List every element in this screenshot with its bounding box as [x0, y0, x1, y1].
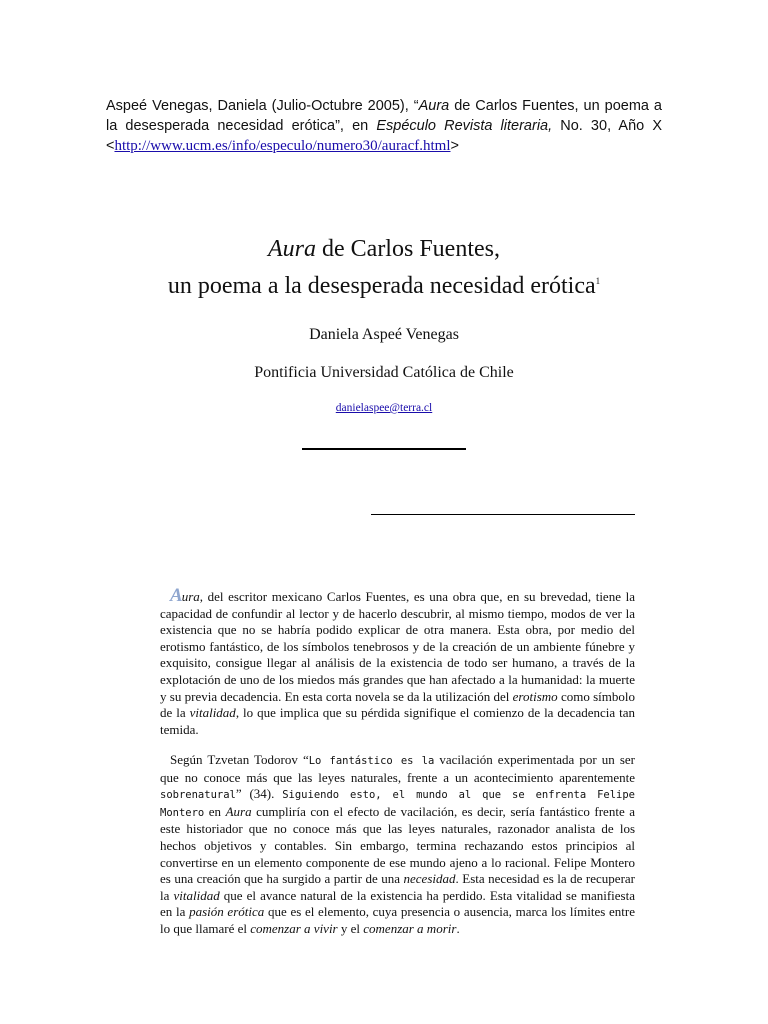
author-email: [0, 402, 768, 414]
body-paragraph-2: [160, 752, 635, 938]
p2-necesidad: necesidad: [403, 871, 456, 887]
drop-cap: A: [170, 585, 182, 606]
title-line-1-rest: de Carlos Fuentes,: [316, 236, 500, 262]
p1-erotismo: erotismo: [512, 688, 558, 704]
p2-text-d: en: [204, 803, 226, 819]
citation-issue: No. 30, Año X <: [106, 118, 662, 154]
citation-url-link[interactable]: http://www.ucm.es/info/especulo/numero30/auracf.html: [114, 138, 451, 154]
p2-text-f: . Esta necesidad es la de recuperar la: [160, 871, 636, 903]
article-title: [0, 233, 768, 302]
title-line-1: [0, 233, 768, 265]
body-paragraph-1: [160, 585, 636, 738]
p2-text-e: cumpliría con el efecto de vacilación, es decir, sería fantástico frente a este historiador que no conoce más que las leyes naturales, razonador analista de los hechos objetivos y contables. Sin embargo, termina rechazando estos principios al convertirse en un elemento componente de ese mundo ajeno a lo racional. Felipe Montero es una creación que ha surgido a partir de una: [160, 803, 635, 887]
divider-rule-top: [302, 448, 466, 450]
p1-text-a: , del escritor mexicano Carlos Fuentes, es una obra que, en su brevedad, tiene la capacidad de confundir al lector y de hacerlo descubrir, al mismo tiempo, modos de ver la existencia que no se habría podido explicar de otra manera. Esta obra, por medio del erotismo fantástico, de los símbolos tenebrosos y de la creación de un ambiente fúnebre y exquisito, consigue llegar al análisis de la existencia de todo ser humano, a través de la explotación de uno de los miedos más grandes que han afectado a la humanidad: la muerte y su previa decadencia. En esta corta novela se da la utilización del: [160, 589, 635, 704]
citation-url-close: >: [450, 138, 459, 154]
citation-work-title: Aura: [418, 98, 450, 114]
p2-text-b: vacilación experimentada por un ser que no conoce más que las leyes naturales, frente a un acontecimiento aparentemente: [160, 752, 635, 785]
p2-sobrenatural: sobrenatural: [160, 789, 236, 802]
p2-quote-start: Lo fantástico es la: [308, 755, 435, 767]
citation-journal: Espéculo Revista literaria,: [376, 118, 553, 134]
p2-vitalidad: vitalidad: [173, 887, 220, 903]
p2-comenzar-morir: comenzar a morir: [363, 920, 457, 936]
title-italic: Aura: [268, 236, 316, 262]
email-link[interactable]: danielaspee@terra.cl: [335, 402, 433, 414]
p1-aura: ura: [181, 589, 200, 604]
p2-text-g: que el avance natural de la existencia ha perdido. Esta vitalidad se manifiesta en la: [160, 887, 635, 920]
p2-pasion-erotica: pasión erótica: [189, 904, 265, 920]
p1-text-b: como símbolo de la: [160, 688, 636, 721]
p2-comenzar-vivir: comenzar a vivir: [250, 920, 338, 936]
divider-rule-bottom: [371, 514, 635, 515]
citation-authors: Aspeé Venegas, Daniela (Julio-Octubre 2005), “: [106, 98, 419, 114]
p2-aura: Aura: [225, 803, 252, 819]
p2-text-a: Según Tzvetan Todorov “: [170, 752, 309, 767]
p1-vitalidad: vitalidad: [189, 705, 236, 721]
p2-text-i: y el: [337, 920, 364, 936]
title-line-2: [0, 265, 768, 302]
citation-block: [106, 96, 662, 156]
title-line-2-text: un poema a la desesperada necesidad erótica: [167, 273, 596, 299]
p2-text-c: ” (34).: [235, 786, 283, 802]
author-name: Daniela Aspeé Venegas: [309, 326, 459, 343]
footnote-mark[interactable]: 1: [595, 276, 601, 286]
citation-work-title-rest: de Carlos Fuentes, un poema a la desesperada necesidad erótica”, en: [106, 98, 662, 134]
p1-text-c: , lo que implica que su pérdida signifique el comienzo de la decadencia tan temida.: [160, 705, 635, 737]
p2-text-h: que es el elemento, cuya presencia o ausencia, marca los límites entre lo que llamaré el: [160, 904, 635, 936]
p2-text-j: .: [456, 920, 460, 936]
p2-siguiendo: Siguiendo esto, el mundo al que se enfrenta Felipe Montero: [160, 789, 635, 819]
author-affiliation: Pontificia Universidad Católica de Chile: [254, 364, 514, 381]
